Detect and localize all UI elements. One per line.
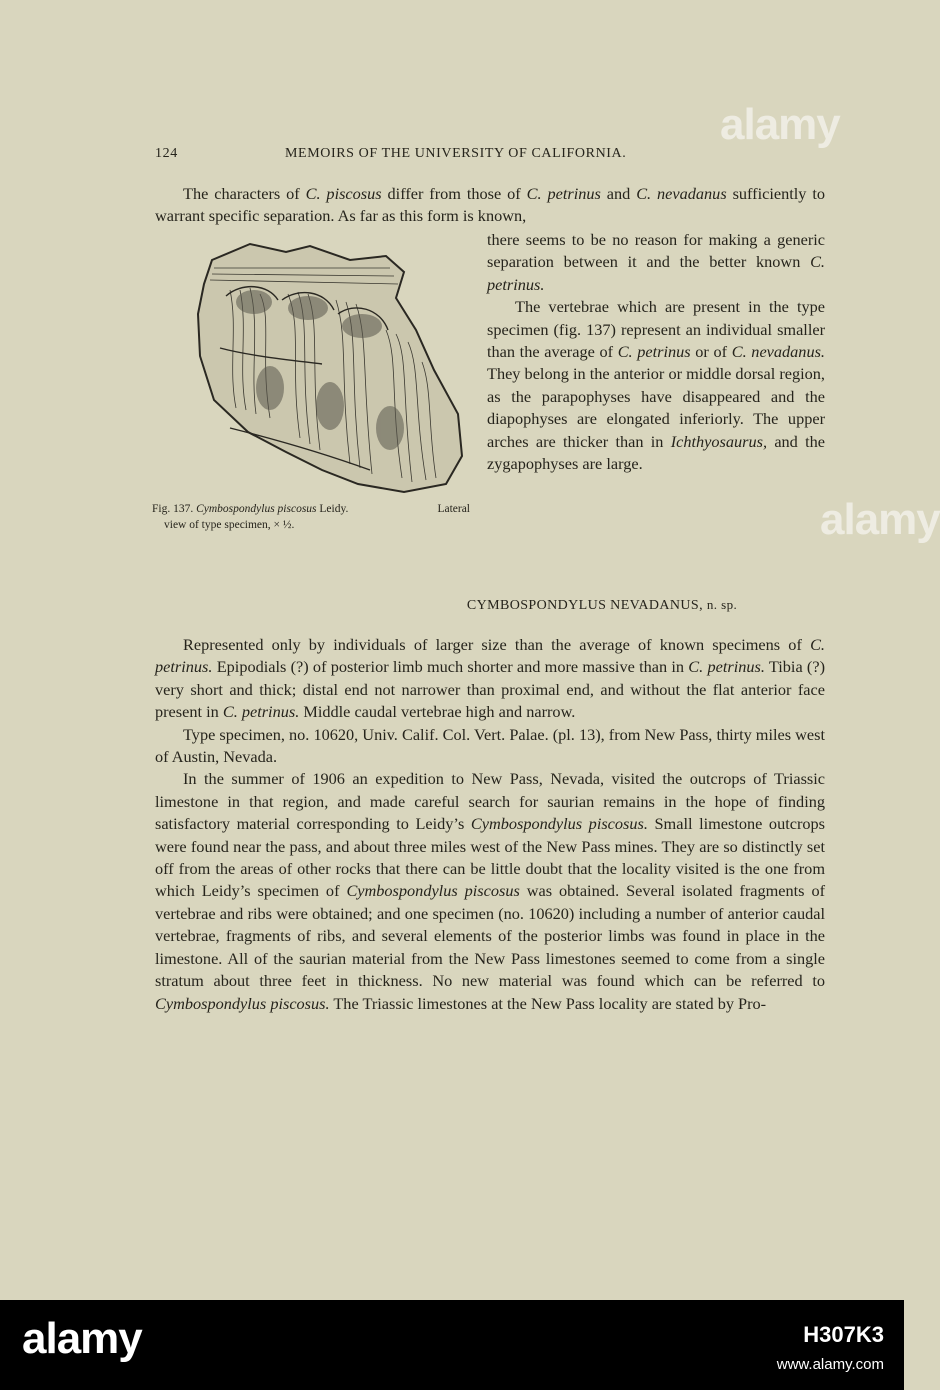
text: In the summer of 1906 an expedition to New Pass, Nevada, visited the outcrops of Triassic limestone in that region, and made careful search for saurian remains in the hope of finding satisfactory material corresponding to Leidy’s xyxy=(155,769,825,834)
section-heading xyxy=(0,597,904,614)
page-number: 124 xyxy=(155,146,178,161)
taxon-name: C. petrinus. xyxy=(487,252,825,294)
taxon-name: Ichthyosaurus, xyxy=(670,431,768,451)
taxon-name: C. petrinus. xyxy=(155,635,825,677)
text: The characters of xyxy=(183,184,306,203)
site-url: www.alamy.com xyxy=(776,1356,884,1373)
text: Tibia (?) very short and thick; distal end not narrower than proximal end, and without the flat anterior face present in xyxy=(155,657,825,722)
fossil-vertebrae-illustration xyxy=(190,238,466,498)
watermark: alamy xyxy=(820,495,940,544)
image-id: H307K3 xyxy=(803,1322,884,1347)
figure-desc: Lateral xyxy=(437,503,470,515)
paragraph-intro xyxy=(155,183,825,228)
text: The vertebrae which are present in the type specimen (fig. 137) represent an individual smaller than the average of xyxy=(487,297,825,362)
text: and the zygapophyses are large. xyxy=(487,431,825,474)
taxon-name: Cymbospondylus piscosus. xyxy=(470,814,648,834)
text: or of xyxy=(690,342,732,362)
text: was obtained. Several isolated fragments of vertebrae and ribs were obtained; and one specimen (no. 10620) including a number of anterior caudal vertebrae, fragments of ribs, and several elements of the posterior limbs was found in place in the limestone. All of the saurian material from the New Pass limestones seemed to come from a single stratum about three feet in thickness. No new material was found which can be referred to xyxy=(155,881,826,991)
running-title: MEMOIRS OF THE UNIVERSITY OF CALIFORNIA. xyxy=(285,146,627,161)
wrapped-text-column xyxy=(487,229,825,475)
section-title: CYMBOSPONDYLUS NEVADANUS, xyxy=(466,598,703,613)
paragraph-diagnosis xyxy=(155,634,825,724)
text: Epipodials (?) of posterior limb much shorter and more massive than in xyxy=(212,657,689,677)
paragraph-expedition xyxy=(155,768,825,1014)
taxon-name: C. petrinus. xyxy=(688,657,765,677)
taxon-name: Cymbospondylus piscosus. xyxy=(155,993,330,1013)
taxon-name: C. petrinus xyxy=(526,184,601,203)
figure-desc-2: view of type specimen, × ½. xyxy=(164,519,295,531)
text: They belong in the anterior or middle dorsal region, as the parapophyses have disappeared and the diapophyses are elongated inferiorly. The upper arches are thicker than in xyxy=(487,364,825,451)
text: Small limestone outcrops were found near the pass, and about three miles west of the New Pass mines. They are so distinctly set off from the areas of other rocks that there can be little doubt that the locality visited is the one from which Leidy’s specimen of xyxy=(155,814,826,901)
taxon-name: C. nevadanus. xyxy=(731,342,825,362)
text: differ from those of xyxy=(381,184,527,203)
text: sufficiently to warrant specific separation. As far as this form is known, xyxy=(155,184,826,226)
alamy-logo: alamy xyxy=(22,1314,142,1363)
taxon-name: C. petrinus. xyxy=(222,702,300,722)
figure-caption xyxy=(152,501,470,533)
taxon-name: C. piscosus xyxy=(305,184,382,203)
figure-taxon: Cymbospondylus piscosus xyxy=(196,503,317,515)
paragraph-type-specimen: Type specimen, no. 10620, Univ. Calif. Col. Vert. Palae. (pl. 13), from New Pass, thirty miles west of Austin, Nevada. xyxy=(155,724,825,767)
stock-footer-bar xyxy=(0,1300,904,1390)
text: The Triassic limestones at the New Pass locality are stated by Pro- xyxy=(329,993,767,1013)
taxon-name: C. nevadanus xyxy=(636,184,727,203)
figure-author: Leidy. xyxy=(319,503,349,515)
taxon-name: Cymbospondylus piscosus xyxy=(346,881,520,901)
section-suffix: n. sp. xyxy=(706,597,738,612)
text: there seems to be no reason for making a generic separation between it and the better known xyxy=(487,230,825,272)
text: Middle caudal vertebrae high and narrow. xyxy=(299,702,576,722)
figure-label: Fig. 137. xyxy=(152,503,194,515)
body-paragraphs xyxy=(155,634,825,1015)
watermark: alamy xyxy=(720,100,840,149)
text: and xyxy=(600,184,637,203)
taxon-name: C. petrinus xyxy=(617,342,691,362)
text: Represented only by individuals of larger size than the average of known specimens of xyxy=(183,635,811,654)
